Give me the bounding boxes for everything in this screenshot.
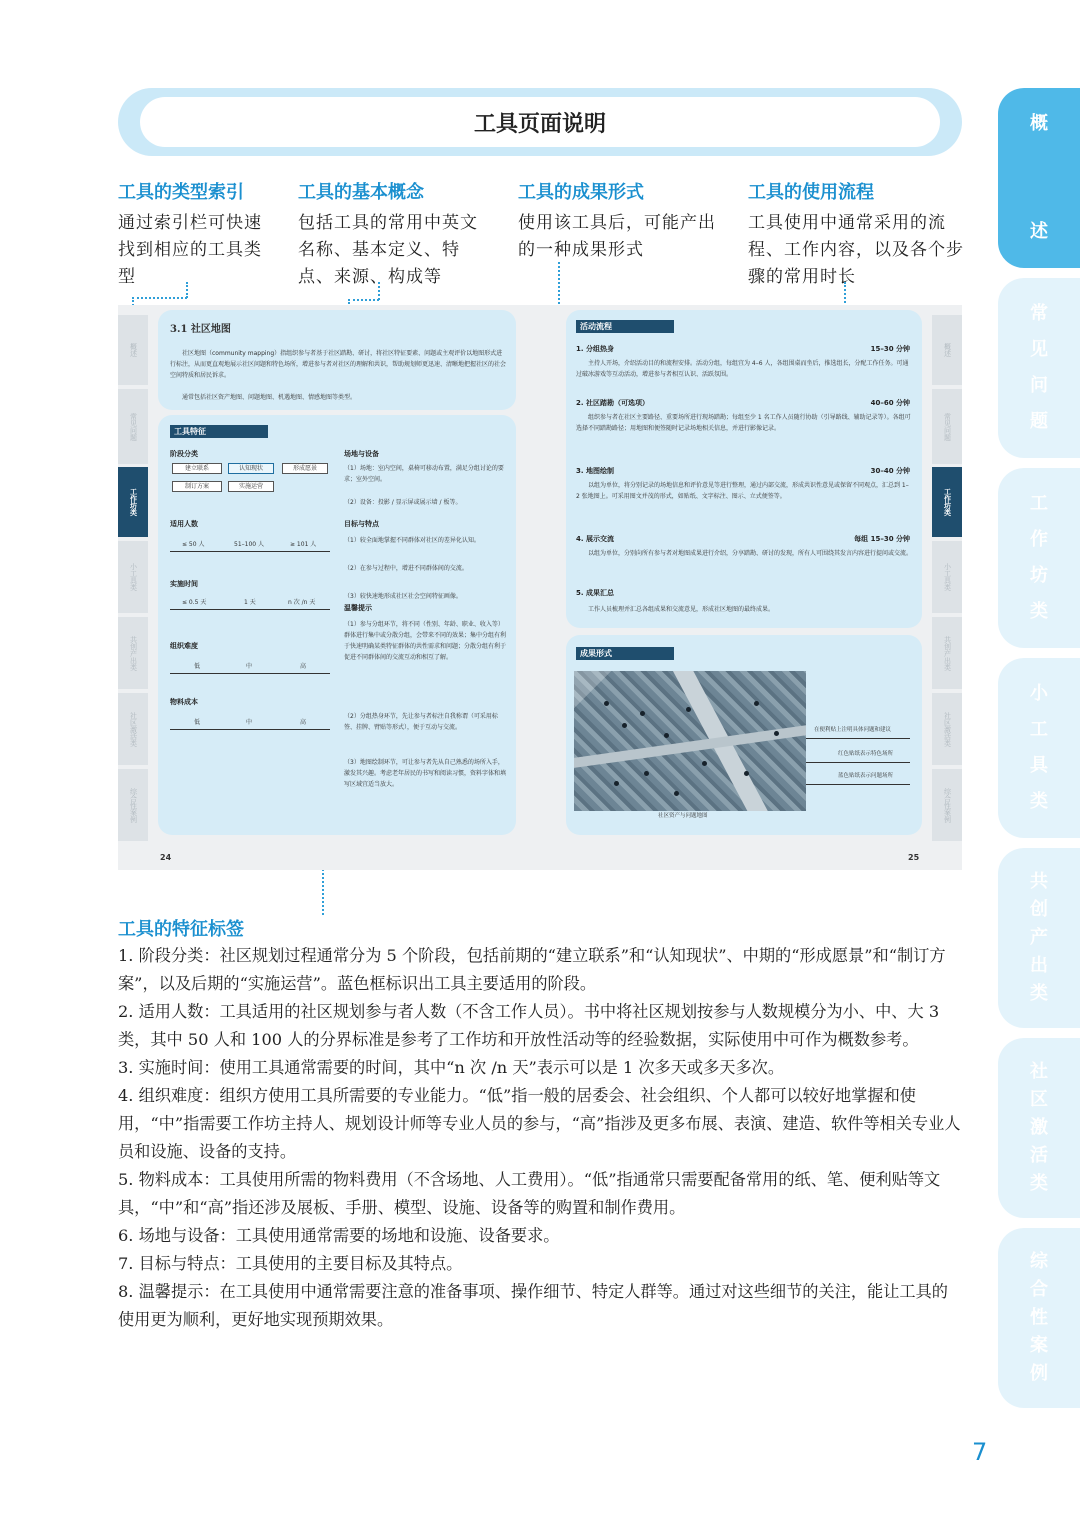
difficulty-label: 组织难度 bbox=[170, 642, 198, 650]
annotation-heading: 工具的成果形式 bbox=[518, 182, 644, 203]
map-caption: 社区资产与问题地图 bbox=[658, 813, 708, 819]
venue-label: 场地与设备 bbox=[344, 450, 379, 458]
mini-tab: 概述 bbox=[118, 315, 148, 385]
step-time: 40–60 分钟 bbox=[870, 399, 910, 407]
leader-line bbox=[186, 282, 188, 298]
map-label: 红色贴纸表示特色场所 bbox=[838, 751, 894, 757]
cost-label: 物料成本 bbox=[170, 698, 198, 706]
step-time: 每组 15–30 分钟 bbox=[854, 535, 910, 543]
feature-tag-item: 8. 温馨提示：在工具使用中通常需要注意的准备事项、操作细节、特定人群等。通过对这些细节的关注，能让工具的使用更为顺利，更好地实现预期效果。 bbox=[118, 1282, 948, 1329]
step-time: 30–40 分钟 bbox=[870, 467, 910, 475]
title-bar bbox=[118, 88, 962, 156]
people-option: ≥ 101 人 bbox=[290, 541, 317, 548]
mini-tab: 小工具类 bbox=[932, 541, 962, 613]
tip-item: （3）地图绘制环节，可让参与者先从自己熟悉的场所入手，激发其兴趣。考虑老年居民的书写和阅读习惯，资料字体和填写区域宜适当放大。 bbox=[344, 759, 507, 788]
feature-tag-item: 1. 阶段分类：社区规划过程通常分为 5 个阶段，包括前期的“建立联系”和“认知现状”、中期的“形成愿景”和“制订方案”，以及后期的“实施运营”。蓝色框标识出工具主要适用的阶段。 bbox=[118, 946, 946, 993]
feature-tag-item: 4. 组织难度：组织方使用工具所需要的专业能力。“低”指一般的居委会、社会组织、个人都可以较好地掌握和使用，“中”指需要工作坊主持人、规划设计师等专业人员的参与，“高”指涉及更多布展、表演、建造、软件等相关专业人员和设施、设备的支持。 bbox=[118, 1086, 961, 1161]
difficulty-option: 低 bbox=[194, 663, 201, 670]
cost-option: 低 bbox=[194, 719, 201, 726]
time-option: ≤ 0.5 天 bbox=[182, 599, 207, 606]
book-spread bbox=[118, 305, 962, 870]
goal-item: （2）在参与过程中，增进不同群体间的交流。 bbox=[344, 565, 468, 572]
tip-item: （1）参与分组环节，将不同（性别、年龄、职业、收入等）群体进行集中或分散分组，会带来不同的效果；集中分组有利于快速明确某类特征群体的共性需求和问题；分散分组有利于促进不同群体间的交流互动和相互了解。 bbox=[344, 621, 507, 661]
people-option: ≤ 50 人 bbox=[182, 541, 205, 548]
mini-tab: 综合性案例 bbox=[932, 769, 962, 841]
people-scale bbox=[170, 551, 330, 552]
difficulty-option: 高 bbox=[300, 663, 307, 670]
feature-tag-item: 5. 物料成本：工具使用所需的物料费用（不含场地、人工费用）。“低”指通常只需要配备常用的纸、笔、便利贴等文具，“中”和“高”指还涉及展板、手册、模型、设施、设备等的购置和制作费用。 bbox=[118, 1170, 941, 1217]
difficulty-option: 中 bbox=[246, 663, 253, 670]
annotation-text: 通过索引栏可快速找到相应的工具类型 bbox=[118, 213, 262, 287]
step-text: 以组为单位，分别向所有参与者对地图成果进行介绍，分享踏勘、研讨的发现，所有人可围绕其发言内容进行提问或交流。 bbox=[588, 550, 913, 557]
difficulty-scale bbox=[170, 673, 330, 674]
annotation-heading: 工具的基本概念 bbox=[298, 182, 424, 203]
mini-tab: 共创产出类 bbox=[932, 617, 962, 689]
tips-label: 温馨提示 bbox=[344, 604, 372, 612]
process-head: 活动流程 bbox=[576, 320, 674, 333]
annotation-concept bbox=[298, 178, 493, 291]
side-tab-activation[interactable]: 社 区 激 活 类 bbox=[998, 1038, 1080, 1218]
result-head: 成果形式 bbox=[576, 647, 674, 660]
annotation-heading: 工具的类型索引 bbox=[118, 182, 244, 203]
side-tab-small-tools[interactable]: 小 工 具 类 bbox=[998, 658, 1080, 838]
side-tab-faq[interactable]: 常 见 问 题 bbox=[998, 278, 1080, 458]
features-panel bbox=[158, 415, 516, 835]
feature-tags-title: 工具的特征标签 bbox=[118, 919, 244, 940]
time-option: n 次 /n 天 bbox=[288, 599, 316, 606]
cost-option: 中 bbox=[246, 719, 253, 726]
page-number: 7 bbox=[972, 1438, 988, 1466]
process-panel bbox=[566, 310, 922, 628]
spread-page-right: 25 bbox=[908, 853, 920, 862]
step-name: 4. 展示交流 bbox=[576, 535, 614, 543]
side-tab-cases[interactable]: 综 合 性 案 例 bbox=[998, 1228, 1080, 1408]
feature-tag-item: 6. 场地与设备：工具使用通常需要的场地和设施、设备要求。 bbox=[118, 1226, 560, 1245]
mini-tab: 综合性案例 bbox=[118, 769, 148, 841]
community-map-image bbox=[574, 671, 806, 811]
map-label-rule bbox=[806, 784, 910, 785]
step-name: 1. 分组热身 bbox=[576, 345, 614, 353]
mini-tab: 常见问题 bbox=[118, 389, 148, 464]
stage-tag: 实施运营 bbox=[228, 481, 274, 492]
time-scale bbox=[170, 609, 330, 610]
annotation-index bbox=[118, 178, 268, 291]
map-label-rule bbox=[806, 738, 910, 739]
map-label: 在便利贴上注明具体问题和建议 bbox=[814, 727, 892, 733]
tool-intro: 社区地图（community mapping）指组织参与者基于社区踏勘、研讨，将社区特征要素、问题或主观评价以地图形式进行标注，从而更直观地展示社区问题和特色场所，增进参与者对社区的理解和共识，帮助规划师更迅速、清晰地把握社区的社会空间特质和居民诉求。 bbox=[170, 350, 507, 379]
mini-tab-active: 工作坊类 bbox=[932, 467, 962, 537]
goal-item: （3）较快速地形成社区社会空间特征画像。 bbox=[344, 593, 462, 600]
mini-tab: 社区激活类 bbox=[118, 693, 148, 765]
step-name: 2. 社区踏勘（可选项） bbox=[576, 399, 649, 407]
mini-tab-active: 工作坊类 bbox=[118, 467, 148, 537]
venue-item: （1）场地：室内空间，桌椅可移动布置，满足分组讨论的要求；室外空间。 bbox=[344, 465, 504, 483]
annotation-result bbox=[518, 178, 718, 264]
step-text: 工作人员梳理并汇总各组成果和交流意见，形成社区地图的最终成果。 bbox=[588, 606, 775, 613]
mini-tab: 小工具类 bbox=[118, 541, 148, 613]
annotation-text: 工具使用中通常采用的流程、工作内容，以及各个步骤的常用时长 bbox=[748, 213, 964, 287]
cost-option: 高 bbox=[300, 719, 307, 726]
step-name: 3. 地图绘制 bbox=[576, 467, 614, 475]
annotation-process bbox=[748, 178, 968, 291]
map-label-rule bbox=[806, 762, 910, 763]
feature-tag-item: 7. 目标与特点：工具使用的主要目标及其特点。 bbox=[118, 1254, 463, 1273]
annotation-heading: 工具的使用流程 bbox=[748, 182, 874, 203]
stage-label: 阶段分类 bbox=[170, 450, 198, 458]
step-text: 以组为单位，将分别记录的场地信息和评价意见等进行整理，通过内部交流，形成共识性意见或保留不同观点，汇总到 1–2 张地图上。可采用图文并茂的形式，如贴纸、文字标注、图示、立式便签等。 bbox=[576, 482, 909, 500]
time-option: 1 天 bbox=[244, 599, 256, 606]
step-time: 15–30 分钟 bbox=[870, 345, 910, 353]
tip-item: （2）分组热身环节，先让参与者标注自我称谓（可采用标签、挂牌、臂贴等形式），便于互动与交流。 bbox=[344, 713, 498, 731]
feature-tags-body bbox=[118, 942, 964, 1334]
annotation-text: 包括工具的常用中英文名称、基本定义、特点、来源、构成等 bbox=[298, 213, 478, 287]
spread-page-left: 24 bbox=[160, 853, 172, 862]
intro-panel bbox=[158, 310, 516, 410]
people-option: 51–100 人 bbox=[234, 541, 264, 548]
step-name: 5. 成果汇总 bbox=[576, 589, 614, 597]
mini-tab: 概述 bbox=[932, 315, 962, 385]
time-label: 实施时间 bbox=[170, 580, 198, 588]
page-title: 工具页面说明 bbox=[140, 97, 940, 147]
annotation-text: 使用该工具后，可能产出的一种成果形式 bbox=[518, 213, 716, 260]
map-label: 蓝色贴纸表示问题场所 bbox=[838, 773, 894, 779]
mini-tab: 常见问题 bbox=[932, 389, 962, 464]
step-text: 主持人开场，介绍活动目的和流程安排。活动分组，每组宜为 4–6 人，各组围桌而坐后，推选组长，分配工作任务。可通过破冰游戏等互动活动，增进参与者相互认识、活跃氛围。 bbox=[576, 360, 909, 378]
stage-tag: 建立联系 bbox=[172, 463, 222, 474]
mini-tab: 共创产出类 bbox=[118, 617, 148, 689]
leader-line bbox=[132, 297, 187, 299]
cost-scale bbox=[170, 729, 330, 730]
feature-tag-item: 2. 适用人数：工具适用的社区规划参与者人数（不含工作人员）。书中将社区规划按参与人数规模分为小、中、大 3 类，其中 50 人和 100 人的分界标准是参考了工作坊和开放性活动等的经验数据，实际使用中可作为概数参考。 bbox=[118, 1002, 940, 1049]
stage-tag: 制订方案 bbox=[172, 481, 222, 492]
side-tab-co-creation[interactable]: 共 创 产 出 类 bbox=[998, 848, 1080, 1028]
tool-intro-2: 通常包括社区资产地图、问题地图、机遇地图、情感地图等类型。 bbox=[182, 394, 357, 401]
side-tab-overview[interactable]: 概 述 bbox=[998, 88, 1080, 268]
stage-tag: 形成愿景 bbox=[282, 463, 328, 474]
goal-item: （1）较全面地掌握不同群体对社区的差异化认知。 bbox=[344, 537, 480, 544]
step-text: 组织参与者在社区主要路径、重要场所进行现场踏勘；每组至少 1 名工作人员随行协助（引导路线、辅助记录等）。各组可选择不同踏勘路径；用地图和便签随时记录场地相关信息，并进行影像记录。 bbox=[576, 414, 911, 432]
tool-title: 3.1 社区地图 bbox=[170, 324, 231, 335]
features-head: 工具特征 bbox=[170, 425, 268, 438]
mini-tab: 社区激活类 bbox=[932, 693, 962, 765]
leader-line bbox=[378, 282, 380, 300]
leader-line bbox=[348, 299, 379, 301]
venue-item: （2）设备：投影 / 显示屏或展示墙 / 板等。 bbox=[344, 499, 462, 506]
side-tab-workshop[interactable]: 工 作 坊 类 bbox=[998, 468, 1080, 648]
goal-label: 目标与特点 bbox=[344, 520, 379, 528]
people-label: 适用人数 bbox=[170, 520, 198, 528]
stage-tag-highlight: 认知现状 bbox=[228, 463, 274, 474]
feature-tag-item: 3. 实施时间：使用工具通常需要的时间，其中“n 次 /n 天”表示可以是 1 次多天或多天多次。 bbox=[118, 1058, 785, 1077]
